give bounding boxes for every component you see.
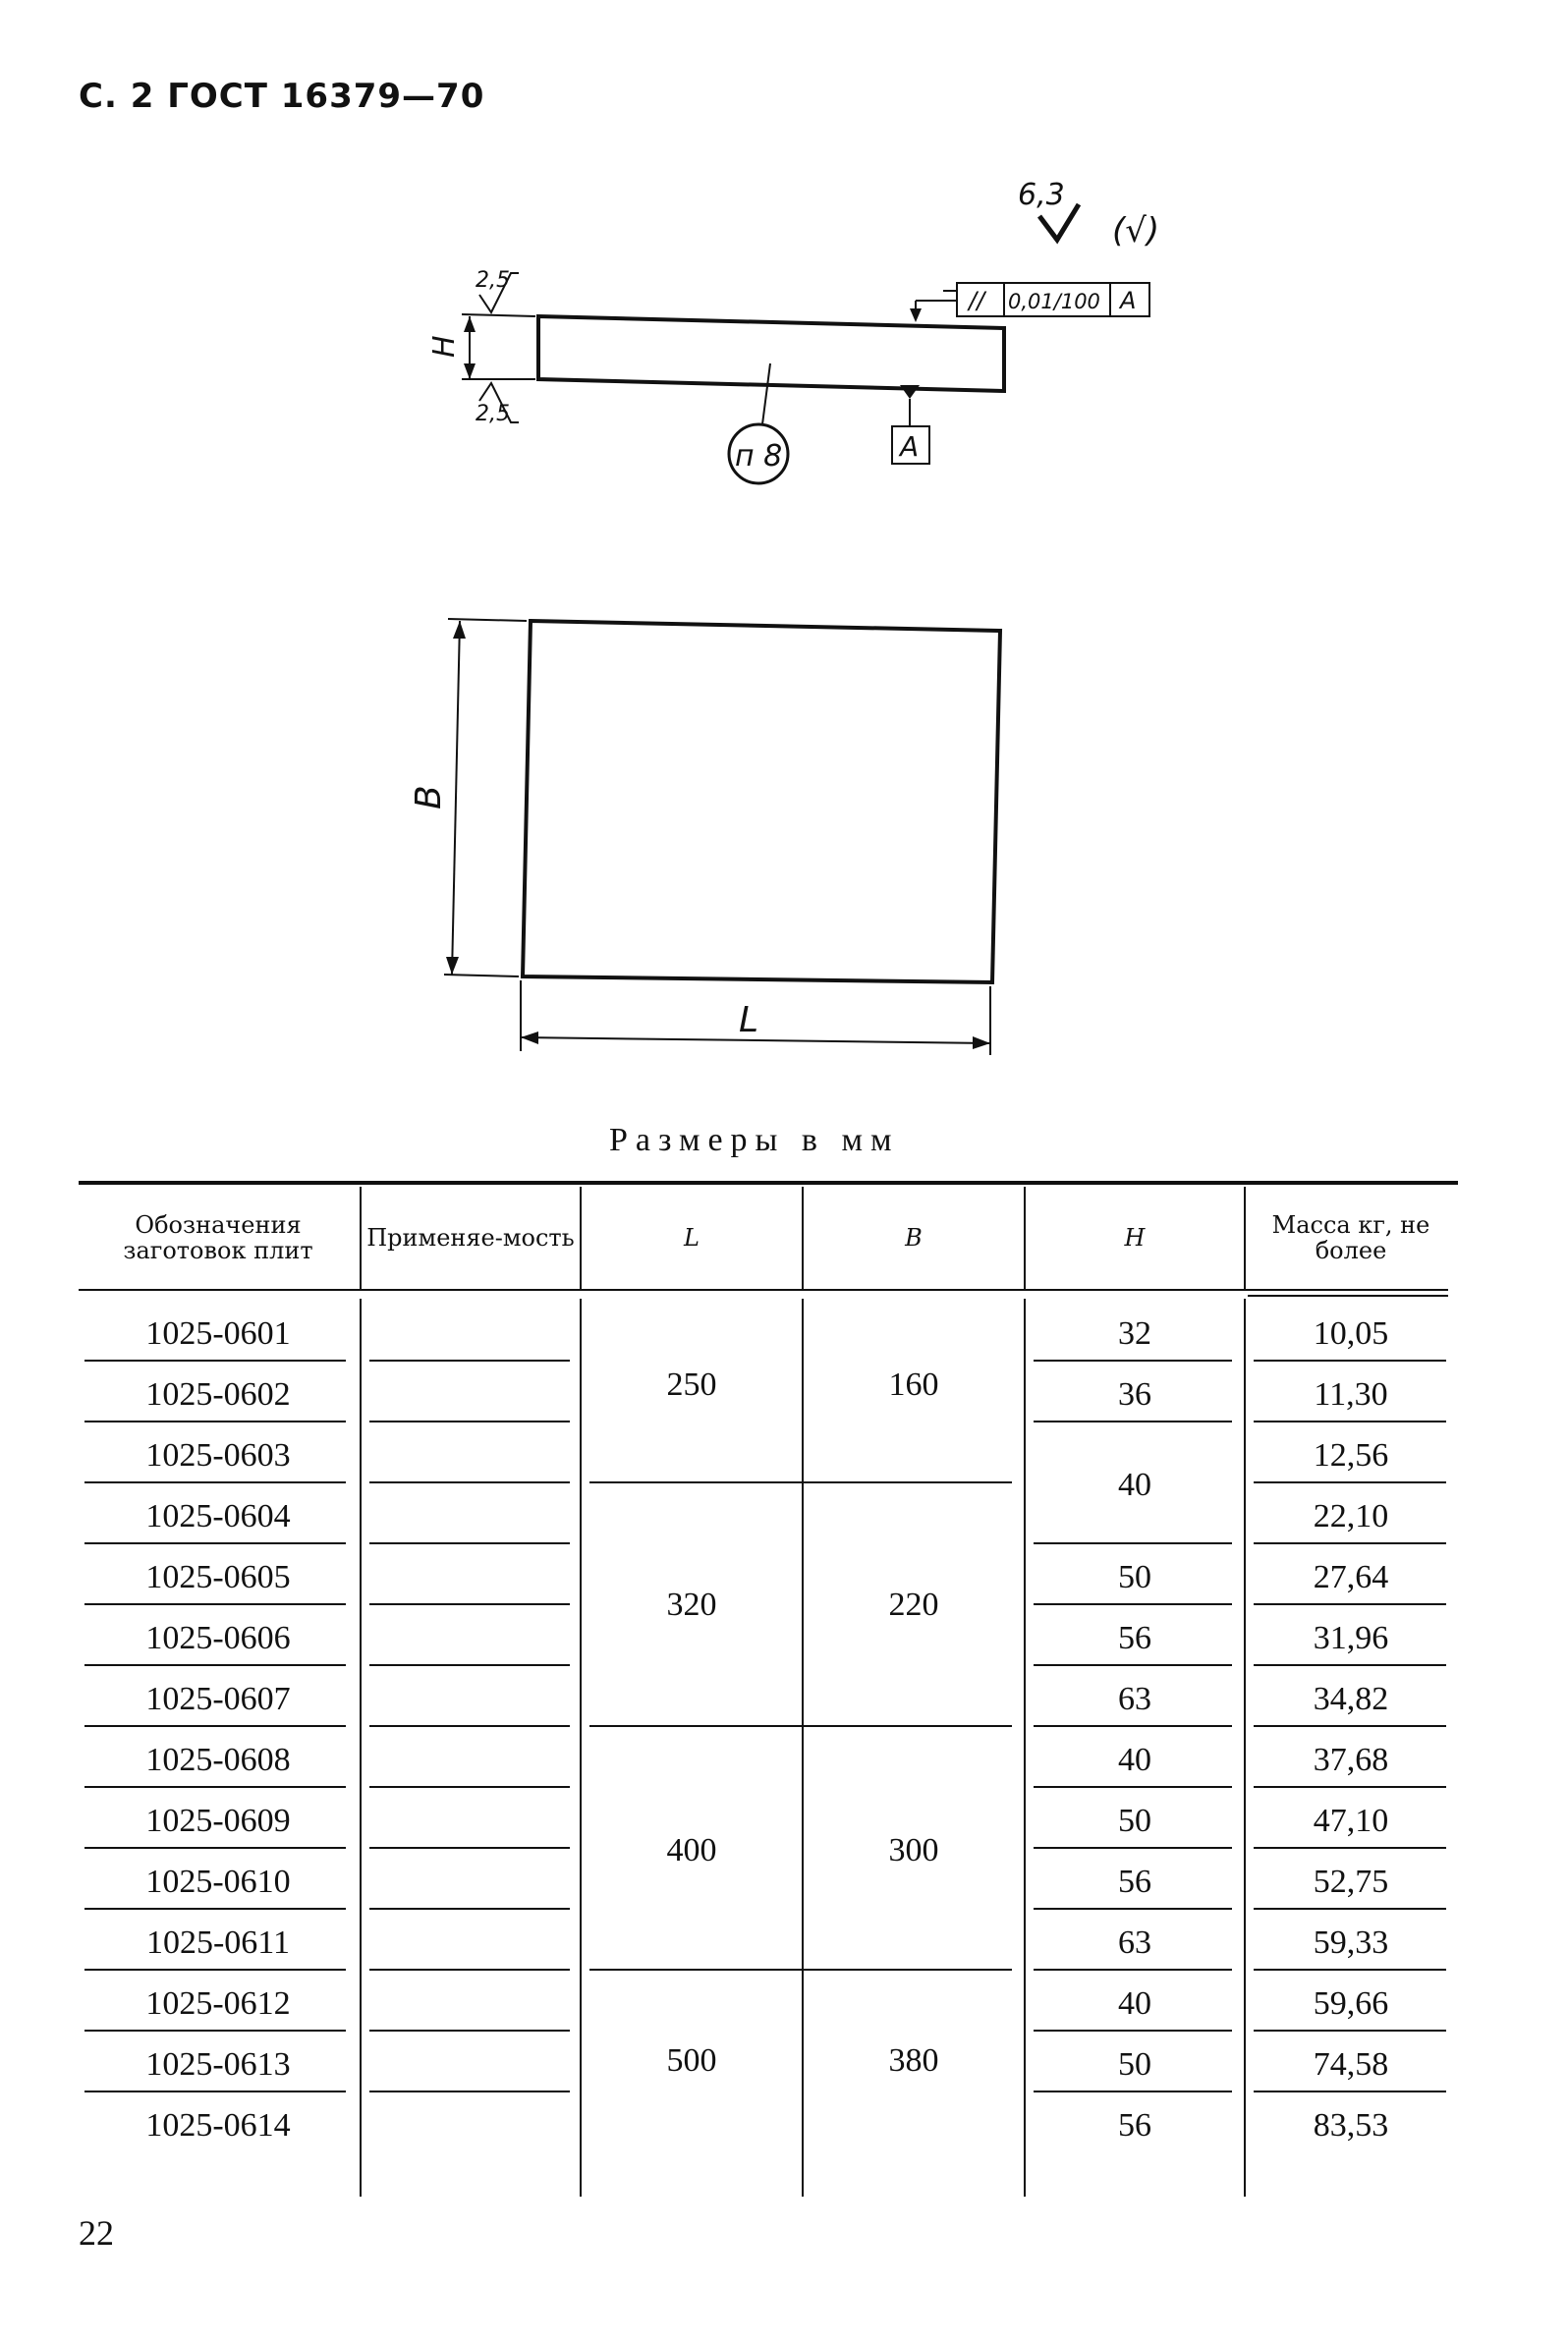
designation-cell: 1025-0607	[145, 1681, 291, 1717]
row-underline	[84, 1908, 346, 1910]
designation-cell: 1025-0614	[145, 2107, 291, 2144]
roughness-main-value: 6,3	[1018, 178, 1065, 212]
col-divider	[360, 1187, 362, 1289]
col-divider	[580, 1187, 582, 1289]
row-underline	[1034, 1603, 1232, 1605]
h-value: 56	[1118, 1864, 1151, 1900]
row-underline	[1254, 1725, 1446, 1727]
plan-view	[409, 619, 1000, 1055]
group-separator	[589, 1725, 1012, 1727]
row-underline	[1034, 2030, 1232, 2032]
mass-cell: 12,56	[1313, 1437, 1389, 1474]
header-bottom-rule-2	[1248, 1295, 1448, 1297]
mass-cell: 27,64	[1313, 1559, 1389, 1595]
mass-cell: 59,66	[1313, 1985, 1389, 2022]
h-value: 50	[1118, 1559, 1151, 1595]
header-b: B	[905, 1224, 923, 1252]
header-designation: Обозначения заготовок плит	[123, 1211, 313, 1264]
h-value: 56	[1118, 2107, 1151, 2144]
row-underline	[1254, 1542, 1446, 1544]
row-underline	[1254, 2030, 1446, 2032]
row-underline	[369, 1847, 570, 1849]
roughness-bottom-label: 2,5	[476, 402, 510, 426]
row-underline	[1034, 1542, 1232, 1544]
group-separator	[589, 1969, 1012, 1971]
row-underline	[1034, 1786, 1232, 1788]
row-underline	[84, 1969, 346, 1971]
header-bottom-rule	[79, 1289, 1448, 1291]
b-value: 220	[888, 1587, 939, 1623]
row-underline	[1034, 1725, 1232, 1727]
datum-label: A	[900, 430, 920, 463]
row-underline	[1254, 1786, 1446, 1788]
designation-cell: 1025-0612	[145, 1985, 291, 2022]
row-underline	[84, 1603, 346, 1605]
h-value: 40	[1118, 1985, 1151, 2022]
header-applicability: Применяе-мость	[366, 1224, 575, 1252]
col-divider	[1244, 1299, 1246, 2197]
technical-drawing	[0, 0, 1568, 1081]
mass-cell: 31,96	[1313, 1620, 1389, 1656]
dim-l-label: L	[739, 1000, 759, 1040]
tolerance-datum: A	[1120, 287, 1137, 314]
mass-cell: 34,82	[1313, 1681, 1389, 1717]
designation-cell: 1025-0602	[145, 1376, 291, 1413]
row-underline	[1254, 2091, 1446, 2092]
l-value: 320	[666, 1587, 717, 1623]
col-divider	[580, 1299, 582, 2197]
row-underline	[1254, 1360, 1446, 1362]
h-value: 63	[1118, 1924, 1151, 1961]
group-separator	[589, 1481, 1012, 1483]
row-underline	[84, 1481, 346, 1483]
mass-cell: 52,75	[1313, 1864, 1389, 1900]
mass-cell: 83,53	[1313, 2107, 1389, 2144]
h-value: 40	[1118, 1467, 1151, 1503]
header-l: L	[684, 1224, 700, 1252]
dim-b-label: B	[409, 785, 449, 809]
mass-cell: 22,10	[1313, 1498, 1389, 1534]
col-divider	[1024, 1187, 1026, 1289]
side-view	[427, 178, 1159, 483]
roughness-top-label: 2,5	[476, 268, 510, 293]
row-underline	[1254, 1969, 1446, 1971]
mass-cell: 10,05	[1313, 1315, 1389, 1352]
b-value: 300	[888, 1832, 939, 1868]
designation-cell: 1025-0609	[145, 1803, 291, 1839]
row-underline	[369, 1603, 570, 1605]
row-underline	[1254, 1908, 1446, 1910]
l-value: 500	[666, 2042, 717, 2079]
col-divider	[802, 1299, 804, 2197]
row-underline	[84, 1421, 346, 1422]
designation-cell: 1025-0611	[145, 1924, 291, 1961]
h-value: 50	[1118, 2046, 1151, 2083]
l-value: 250	[666, 1366, 717, 1403]
row-underline	[84, 1542, 346, 1544]
row-underline	[369, 1786, 570, 1788]
table-top-rule	[79, 1181, 1458, 1185]
row-underline	[1034, 1664, 1232, 1666]
mass-cell: 59,33	[1313, 1924, 1389, 1961]
page-number: 22	[79, 2213, 114, 2253]
row-underline	[369, 2030, 570, 2032]
tolerance-symbol: //	[969, 287, 985, 314]
mass-cell: 47,10	[1313, 1803, 1389, 1839]
mass-cell: 11,30	[1314, 1376, 1388, 1413]
h-value: 40	[1118, 1742, 1151, 1778]
col-divider	[1244, 1187, 1246, 1289]
dim-h-label: H	[427, 335, 462, 358]
b-value: 160	[888, 1366, 939, 1403]
table-caption: Размеры в мм	[609, 1122, 900, 1158]
row-underline	[1254, 1603, 1446, 1605]
h-value: 50	[1118, 1803, 1151, 1839]
row-underline	[1254, 1664, 1446, 1666]
row-underline	[1254, 1847, 1446, 1849]
row-underline	[1034, 1969, 1232, 1971]
designation-cell: 1025-0601	[145, 1315, 291, 1352]
row-underline	[369, 1969, 570, 1971]
mass-cell: 37,68	[1313, 1742, 1389, 1778]
col-divider	[360, 1299, 362, 2197]
row-underline	[369, 1908, 570, 1910]
row-underline	[1034, 1360, 1232, 1362]
row-underline	[1034, 1847, 1232, 1849]
h-value: 32	[1118, 1315, 1151, 1352]
designation-cell: 1025-0613	[145, 2046, 291, 2083]
row-underline	[369, 2091, 570, 2092]
mass-cell: 74,58	[1313, 2046, 1389, 2083]
row-underline	[84, 1725, 346, 1727]
row-underline	[1254, 1421, 1446, 1422]
designation-cell: 1025-0608	[145, 1742, 291, 1778]
page-header: С. 2 ГОСТ 16379—70	[79, 77, 485, 116]
h-value: 63	[1118, 1681, 1151, 1717]
row-underline	[84, 1847, 346, 1849]
col-divider	[802, 1187, 804, 1289]
tolerance-value: 0,01/100	[1008, 290, 1100, 313]
material-note: п 8	[735, 439, 783, 474]
row-underline	[369, 1481, 570, 1483]
row-underline	[1254, 1481, 1446, 1483]
row-underline	[84, 1786, 346, 1788]
row-underline	[369, 1421, 570, 1422]
designation-cell: 1025-0604	[145, 1498, 291, 1534]
row-underline	[1034, 1421, 1232, 1422]
h-value: 56	[1118, 1620, 1151, 1656]
row-underline	[369, 1542, 570, 1544]
designation-cell: 1025-0603	[145, 1437, 291, 1474]
header-mass: Масса кг, не более	[1271, 1211, 1430, 1264]
header-h: H	[1124, 1224, 1146, 1252]
designation-cell: 1025-0606	[145, 1620, 291, 1656]
row-underline	[1034, 1908, 1232, 1910]
roughness-other: (√)	[1112, 211, 1160, 251]
designation-cell: 1025-0605	[145, 1559, 291, 1595]
h-value: 36	[1118, 1376, 1151, 1413]
row-underline	[84, 1664, 346, 1666]
l-value: 400	[666, 1832, 717, 1868]
row-underline	[84, 2030, 346, 2032]
row-underline	[84, 1360, 346, 1362]
row-underline	[1034, 2091, 1232, 2092]
row-underline	[84, 2091, 346, 2092]
col-divider	[1024, 1299, 1026, 2197]
row-underline	[369, 1360, 570, 1362]
b-value: 380	[888, 2042, 939, 2079]
row-underline	[369, 1725, 570, 1727]
designation-cell: 1025-0610	[145, 1864, 291, 1900]
row-underline	[369, 1664, 570, 1666]
